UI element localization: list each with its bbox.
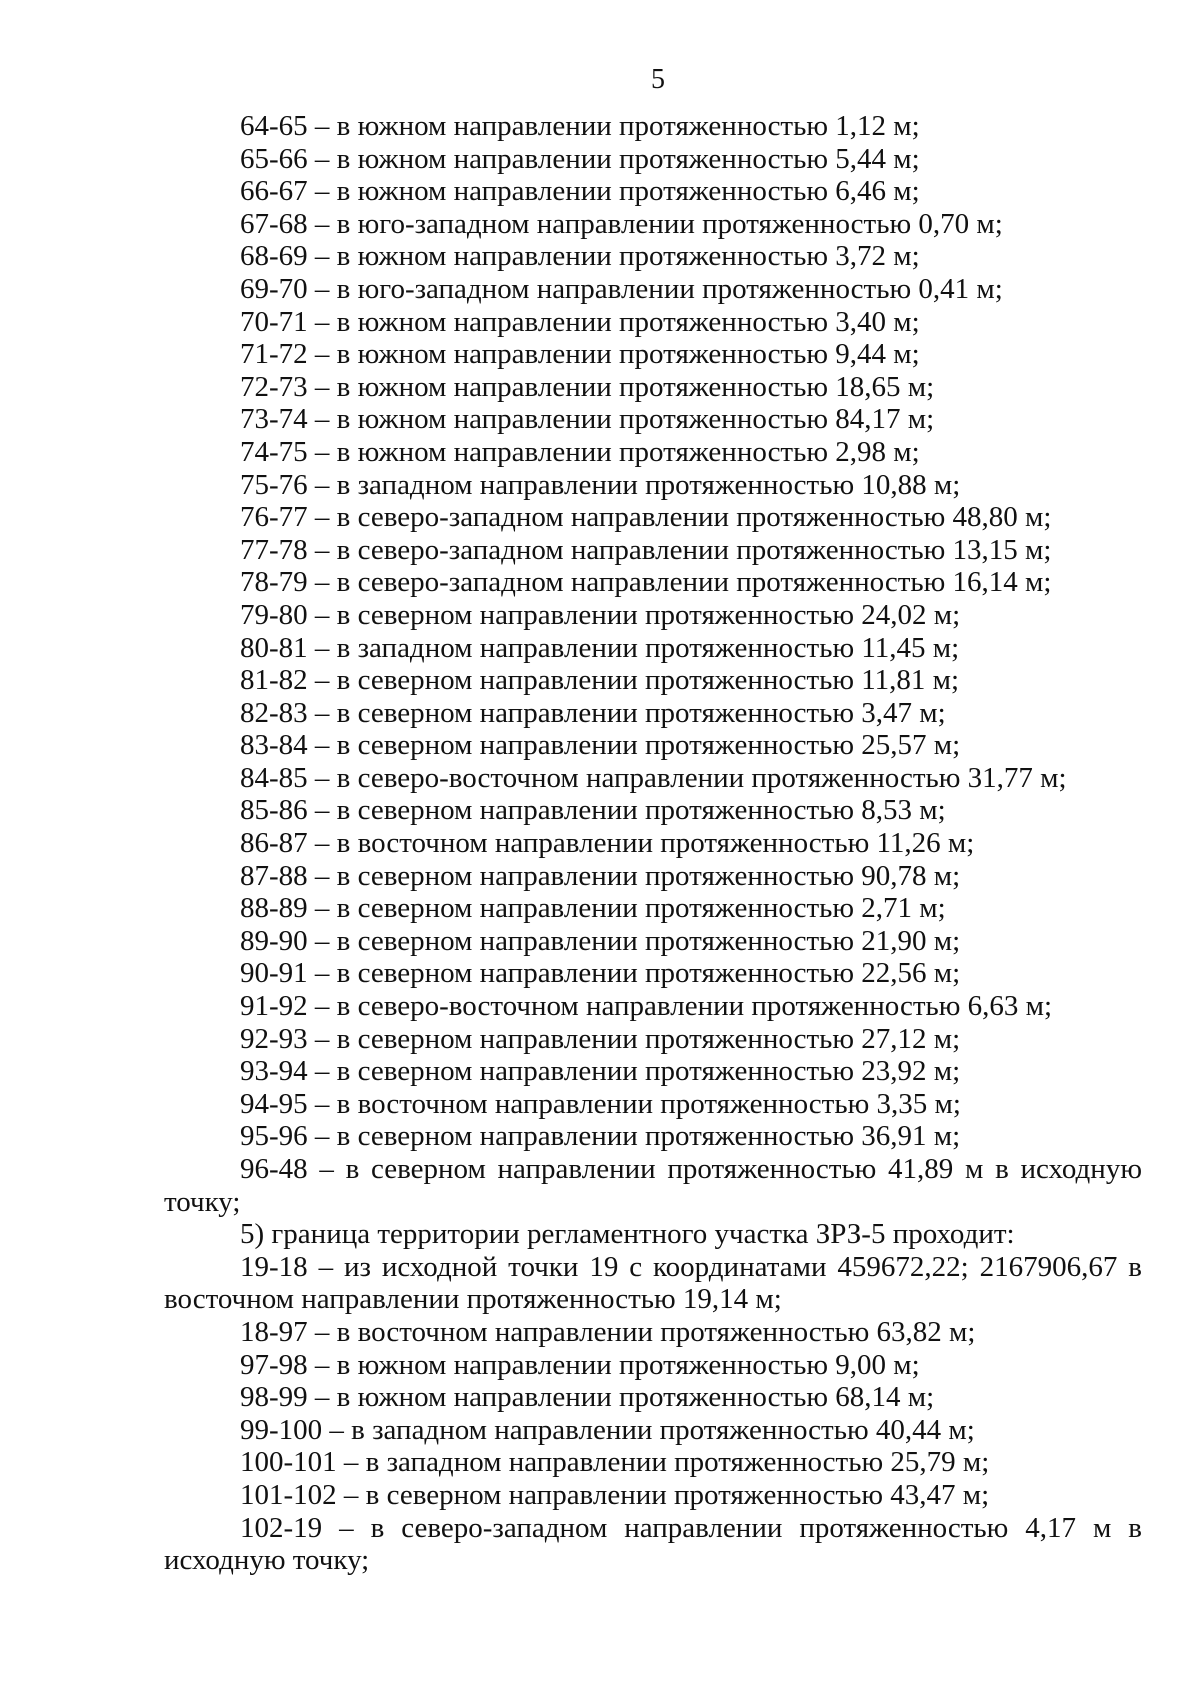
boundary-segment-line: 67-68 – в юго-западном направлении протяженностью 0,70 м; (240, 207, 1003, 240)
boundary-segment-line: 83-84 – в северном направлении протяженностью 25,57 м; (240, 729, 961, 762)
boundary-segment-line: 90-91 – в северном направлении протяженностью 22,56 м; (240, 957, 961, 990)
boundary-segment-line: 78-79 – в северо-западном направлении протяженностью 16,14 м; (240, 566, 1052, 599)
boundary-segment-line: 92-93 – в северном направлении протяженностью 27,12 м; (240, 1022, 961, 1055)
boundary-segment-line: 88-89 – в северном направлении протяженностью 2,71 м; (240, 892, 946, 925)
section-heading: 5) граница территории регламентного участка ЗРЗ-5 проходит: (240, 1218, 1015, 1251)
boundary-segment-line: 66-67 – в южном направлении протяженностью 6,46 м; (240, 175, 920, 208)
boundary-segment-line: 68-69 – в южном направлении протяженностью 3,72 м; (240, 240, 920, 273)
boundary-segment-line: 93-94 – в северном направлении протяженностью 23,92 м; (240, 1055, 961, 1088)
boundary-segment-line: 89-90 – в северном направлении протяженностью 21,90 м; (240, 924, 961, 957)
boundary-segment-line: 73-74 – в южном направлении протяженностью 84,17 м; (240, 403, 935, 436)
boundary-segment-line: 77-78 – в северо-западном направлении протяженностью 13,15 м; (240, 533, 1052, 566)
boundary-segment-line: 85-86 – в северном направлении протяженностью 8,53 м; (240, 794, 946, 827)
boundary-segment-line: 76-77 – в северо-западном направлении протяженностью 48,80 м; (240, 501, 1052, 534)
boundary-segment-paragraph: 96-48 – в северном направлении протяженностью 41,89 м в исходную точку; (164, 1153, 1142, 1218)
boundary-segment-line: 79-80 – в северном направлении протяженностью 24,02 м; (240, 598, 961, 631)
boundary-segment-line: 69-70 – в юго-западном направлении протяженностью 0,41 м; (240, 272, 1003, 305)
boundary-segment-line: 86-87 – в восточном направлении протяженностью 11,26 м; (240, 827, 975, 860)
boundary-segment-line: 75-76 – в западном направлении протяженностью 10,88 м; (240, 468, 961, 501)
boundary-segment-line: 65-66 – в южном направлении протяженностью 5,44 м; (240, 142, 920, 175)
boundary-segment-line: 71-72 – в южном направлении протяженностью 9,44 м; (240, 338, 920, 371)
page-number: 5 (651, 64, 665, 95)
boundary-segment-line: 74-75 – в южном направлении протяженностью 2,98 м; (240, 435, 920, 468)
boundary-segment-line: 87-88 – в северном направлении протяженностью 90,78 м; (240, 859, 961, 892)
document-body (164, 110, 1142, 1577)
boundary-segment-paragraph: 19-18 – из исходной точки 19 с координатами 459672,22; 2167906,67 в восточном направлении протяженностью 19,14 м; (164, 1250, 1142, 1316)
boundary-segment-line: 18-97 – в восточном направлении протяженностью 63,82 м; (240, 1315, 976, 1348)
boundary-segment-line: 94-95 – в восточном направлении протяженностью 3,35 м; (240, 1087, 961, 1120)
boundary-segment-line: 81-82 – в северном направлении протяженностью 11,81 м; (240, 664, 960, 697)
boundary-segment-line: 84-85 – в северо-восточном направлении протяженностью 31,77 м; (240, 761, 1067, 794)
boundary-segment-line: 95-96 – в северном направлении протяженностью 36,91 м; (240, 1120, 961, 1153)
boundary-segment-line: 97-98 – в южном направлении протяженностью 9,00 м; (240, 1348, 920, 1381)
boundary-segment-line: 91-92 – в северо-восточном направлении протяженностью 6,63 м; (240, 990, 1053, 1023)
boundary-segment-line: 101-102 – в северном направлении протяженностью 43,47 м; (240, 1478, 990, 1511)
boundary-segment-line: 70-71 – в южном направлении протяженностью 3,40 м; (240, 305, 920, 338)
boundary-segment-line: 82-83 – в северном направлении протяженностью 3,47 м; (240, 696, 946, 729)
boundary-segment-line: 72-73 – в южном направлении протяженностью 18,65 м; (240, 370, 935, 403)
boundary-segment-paragraph: 102-19 – в северо-западном направлении протяженностью 4,17 м в исходную точку; (164, 1511, 1142, 1577)
boundary-segment-line: 99-100 – в западном направлении протяженностью 40,44 м; (240, 1413, 975, 1446)
boundary-segment-line: 98-99 – в южном направлении протяженностью 68,14 м; (240, 1381, 935, 1414)
boundary-segment-line: 100-101 – в западном направлении протяженностью 25,79 м; (240, 1446, 990, 1479)
boundary-segment-line: 64-65 – в южном направлении протяженностью 1,12 м; (240, 110, 920, 142)
boundary-segment-line: 80-81 – в западном направлении протяженностью 11,45 м; (240, 631, 960, 664)
